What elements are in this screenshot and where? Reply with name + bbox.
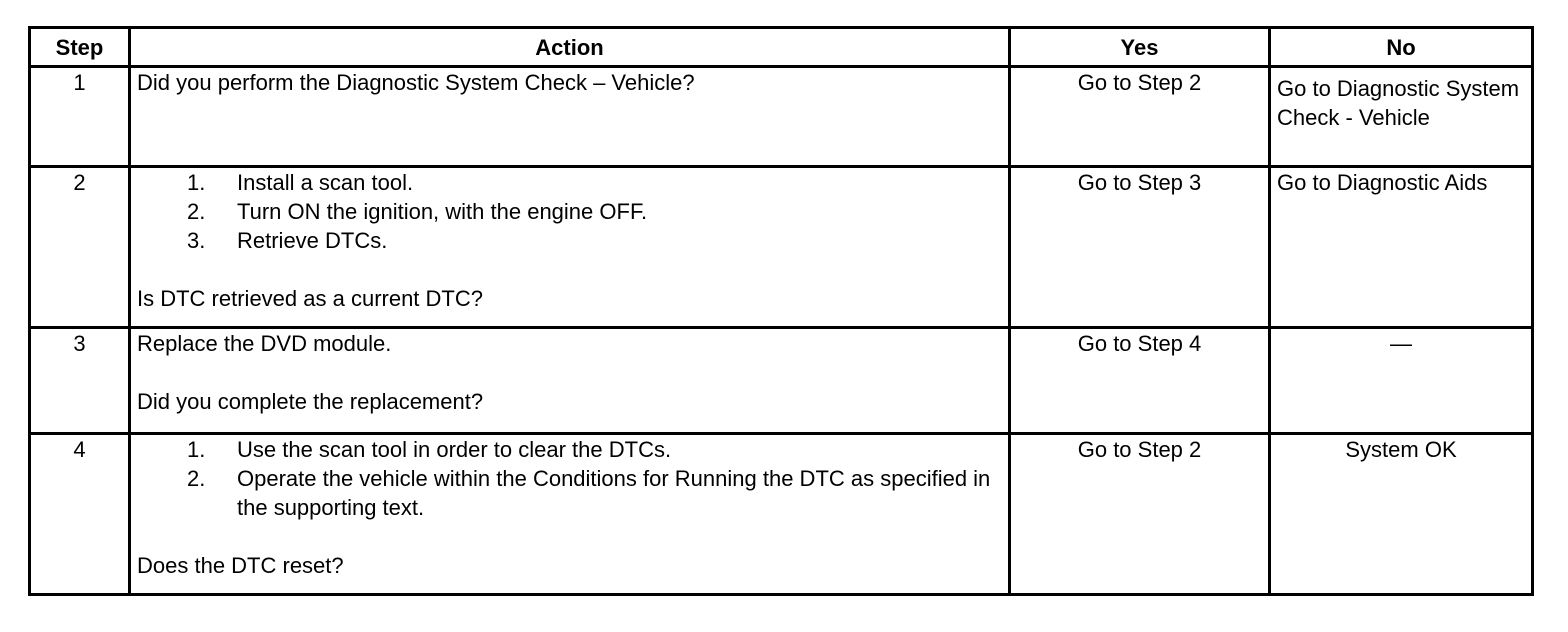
action-cell <box>130 167 1010 328</box>
list-item-text: Turn ON the ignition, with the engine OFF. <box>237 199 648 224</box>
yes-result: Go to Step 2 <box>1010 67 1270 167</box>
step-number: 4 <box>30 434 130 595</box>
no-result: Go to Diagnostic Aids <box>1270 167 1533 328</box>
list-item-number: 1. <box>187 170 206 195</box>
list-item <box>137 197 1002 226</box>
action-steps-list <box>137 435 1002 522</box>
list-item <box>137 435 1002 464</box>
action-steps-list <box>137 168 1002 255</box>
list-item-text: Use the scan tool in order to clear the DTCs. <box>237 437 672 462</box>
no-result: System OK <box>1270 434 1533 595</box>
list-item-number: 3. <box>187 228 206 253</box>
action-cell <box>130 328 1010 434</box>
no-result: Go to Diagnostic System Check - Vehicle <box>1270 67 1533 167</box>
table-row <box>30 434 1533 595</box>
spacer <box>137 522 1002 551</box>
no-result: — <box>1270 328 1533 434</box>
step-number: 3 <box>30 328 130 434</box>
diagnostic-table <box>28 26 1534 596</box>
list-item-text: Operate the vehicle within the Conditions for Running the DTC as specified in the supporting text. <box>237 466 991 520</box>
yes-result: Go to Step 4 <box>1010 328 1270 434</box>
list-item <box>137 464 1002 522</box>
list-item-text: Retrieve DTCs. <box>237 228 388 253</box>
table-row <box>30 167 1533 328</box>
list-item-text: Install a scan tool. <box>237 170 414 195</box>
list-item <box>137 226 1002 255</box>
step-number: 1 <box>30 67 130 167</box>
yes-result: Go to Step 3 <box>1010 167 1270 328</box>
spacer <box>137 255 1002 284</box>
action-question: Did you complete the replacement? <box>137 389 484 414</box>
spacer <box>137 358 1002 387</box>
step-number: 2 <box>30 167 130 328</box>
action-question: Does the DTC reset? <box>137 553 344 578</box>
header-row <box>30 28 1533 67</box>
table-row <box>30 67 1533 167</box>
header-no: No <box>1270 28 1533 67</box>
list-item-number: 2. <box>187 466 206 491</box>
list-item-number: 2. <box>187 199 206 224</box>
header-action: Action <box>130 28 1010 67</box>
list-item-number: 1. <box>187 437 206 462</box>
diagnostic-table-container <box>28 26 1531 596</box>
action-cell <box>130 434 1010 595</box>
action-question: Did you perform the Diagnostic System Check – Vehicle? <box>137 70 695 95</box>
action-cell <box>130 67 1010 167</box>
header-yes: Yes <box>1010 28 1270 67</box>
table-row <box>30 328 1533 434</box>
header-step: Step <box>30 28 130 67</box>
list-item <box>137 168 1002 197</box>
action-instruction: Replace the DVD module. <box>137 331 392 356</box>
action-question: Is DTC retrieved as a current DTC? <box>137 286 483 311</box>
yes-result: Go to Step 2 <box>1010 434 1270 595</box>
